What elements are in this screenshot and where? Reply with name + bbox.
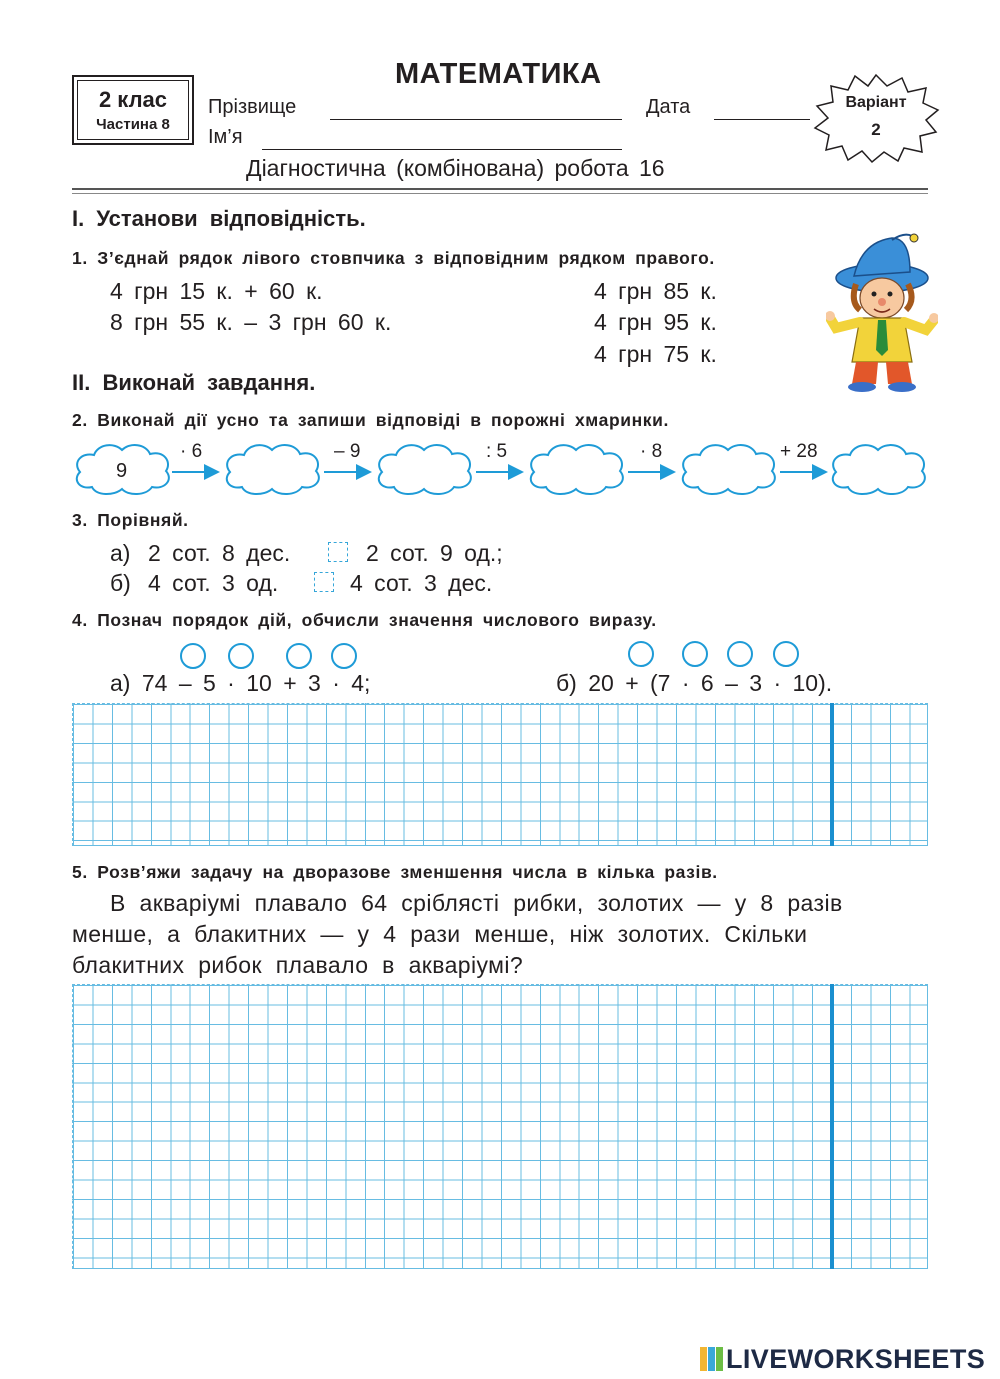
operation-label: · 8 [640,441,663,462]
task3-instruction: 3. Порівняй. [72,510,189,530]
compare-left: 4 сот. 3 од. [148,570,279,596]
name-label: Ім’я [208,126,243,148]
task1-right-item[interactable]: 4 грн 95 к. [594,309,717,335]
order-circle[interactable] [228,643,254,669]
grade-box [72,75,194,145]
order-circle[interactable] [331,643,357,669]
order-circle[interactable] [682,641,708,667]
operation-label: : 5 [486,441,508,462]
task1-right-item[interactable]: 4 грн 75 к. [594,341,717,367]
liveworksheets-brand[interactable]: LIVEWORKSHEETS [726,1344,986,1374]
order-circle[interactable] [727,641,753,667]
problem-text-line: менше, а блакитних — у 4 рази менше, ніж золотих. Скільки [72,921,808,947]
header-divider-thin [72,193,928,194]
compare-right: 2 сот. 9 од.; [366,540,503,566]
cloud-answer[interactable] [227,445,319,494]
operation-label: + 28 [780,441,818,462]
task1-left-item[interactable]: 8 грн 55 к. – 3 грн 60 к. [110,309,392,335]
grid-margin-line [830,984,834,1269]
surname-field[interactable] [330,119,622,120]
cloud-start-number: 9 [116,460,128,482]
grade-label: 2 клас [98,87,168,112]
header-divider [72,188,928,190]
task1-left-item[interactable]: 4 грн 15 к. + 60 к. [110,278,323,304]
operation-label: – 9 [334,441,361,462]
order-circle[interactable] [286,643,312,669]
grid-margin-line [830,703,834,846]
page-title: МАТЕМАТИКА [395,58,602,90]
variant-star-badge [812,72,940,164]
compare-sign-box[interactable] [314,572,334,592]
liveworksheets-logo-icon [700,1347,724,1371]
expression-b: б) 20 + (7 · 6 – 3 · 10). [556,670,833,696]
expression-a: а) 74 – 5 · 10 + 3 · 4; [110,670,371,696]
surname-label: Прізвище [208,96,297,118]
cloud-answer[interactable] [683,445,775,494]
compare-right: 4 сот. 3 дес. [350,570,493,596]
task4-instruction: 4. Познач порядок дій, обчисли значення числового виразу. [72,610,657,630]
cartoon-boy-illustration [826,232,938,392]
cloud-answer[interactable] [379,445,471,494]
answer-grid-task4[interactable] [72,703,928,846]
compare-sign-box[interactable] [328,542,348,562]
date-label: Дата [646,96,691,118]
variant-number: 2 [871,120,881,139]
compare-left: 2 сот. 8 дес. [148,540,291,566]
variant-label: Варіант [845,94,907,111]
compare-row-label: а) [110,540,131,566]
order-circle[interactable] [773,641,799,667]
cloud-answer[interactable] [833,445,925,494]
task2-instruction: 2. Виконай дії усно та запиши відповіді в порожні хмаринки. [72,410,669,430]
compare-row-label: б) [110,570,131,596]
operation-label: · 6 [180,441,203,462]
subtitle: Діагностична (комбінована) робота 16 [246,155,665,181]
task5-instruction: 5. Розв’яжи задачу на дворазове зменшення числа в кілька разів. [72,862,718,882]
section2-heading: II. Виконай завдання. [72,370,316,395]
name-field[interactable] [262,149,622,150]
cloud-answer[interactable] [531,445,623,494]
section1-heading: I. Установи відповідність. [72,206,366,231]
task1-right-item[interactable]: 4 грн 85 к. [594,278,717,304]
problem-text-line: блакитних рибок плавало в акваріумі? [72,952,524,978]
problem-text-line: В акваріумі плавало 64 сріблясті рибки, золотих — у 8 разів [110,890,843,916]
part-label: Частина 8 [96,116,170,133]
task1-instruction: 1. З’єднай рядок лівого стовпчика з відповідним рядком правого. [72,248,715,268]
answer-grid-task5[interactable] [72,984,928,1269]
date-field[interactable] [714,119,810,120]
order-circle[interactable] [628,641,654,667]
order-circle[interactable] [180,643,206,669]
